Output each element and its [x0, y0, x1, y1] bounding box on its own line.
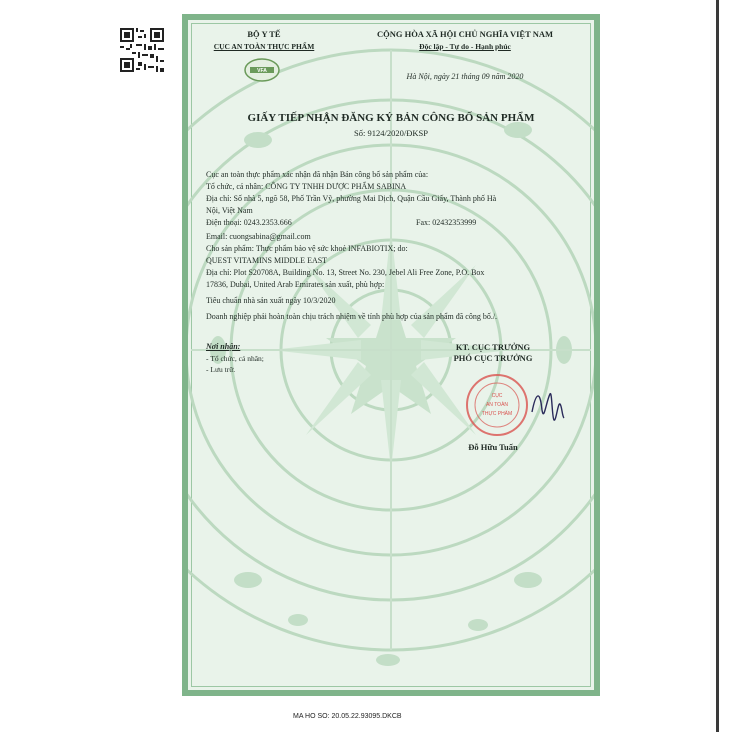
signer-name: Đỗ Hữu Tuấn	[468, 442, 518, 452]
phone-line: Điện thoại: 0243.2353.666	[206, 218, 292, 227]
body-line: Doanh nghiệp phải hoàn toàn chịu trách nhiệm về tính phù hợp của sản phẩm đã công bố./.	[206, 312, 498, 321]
stamp-text: CỤC	[491, 393, 503, 399]
food-safety-logo-icon	[244, 58, 280, 82]
page-edge-line	[716, 0, 719, 732]
recipient-item: - Lưu trữ.	[206, 365, 236, 374]
country-name: CỘNG HÒA XÃ HỘI CHỦ NGHĨA VIỆT NAM	[376, 29, 554, 39]
place-and-date: Hà Nội, ngày 21 tháng 09 năm 2020	[406, 72, 524, 81]
body-line: Cho sản phẩm: Thực phẩm bảo vệ sức khoẻ INFABIOTIX; do:	[206, 244, 408, 253]
signature	[528, 382, 568, 432]
svg-text:VFA: VFA	[257, 68, 267, 74]
official-stamp	[464, 372, 530, 438]
ministry-name: BỘ Y TẾ	[247, 29, 281, 39]
body-line: Nội, Việt Nam	[206, 206, 253, 215]
qr-code-icon	[120, 28, 164, 72]
body-line: QUEST VITAMINS MIDDLE EAST	[206, 256, 328, 265]
signer-role: KT. CỤC TRƯỞNG	[455, 342, 531, 352]
body-line: Email: cuongsabina@gmail.com	[206, 232, 311, 241]
body-line: Cục an toàn thực phẩm xác nhận đã nhận Bản công bố sản phẩm của:	[206, 170, 429, 179]
stamp-text: THỰC PHẨM	[481, 411, 513, 417]
recipient-item: - Tổ chức, cá nhân;	[206, 354, 264, 363]
body-line: 17836, Dubai, United Arab Emirates sản xuất, phù hợp:	[206, 280, 385, 289]
signer-role: PHÓ CỤC TRƯỞNG	[453, 353, 533, 363]
stamp-text: AN TOÀN	[485, 402, 509, 408]
recipients-heading: Nơi nhận:	[206, 342, 241, 351]
document-title: GIẤY TIẾP NHẬN ĐĂNG KÝ BẢN CÔNG BỐ SẢN PHẨM	[247, 112, 535, 124]
document-number: Số: 9124/2020/ĐKSP	[354, 128, 428, 138]
certificate-sheet	[182, 14, 600, 696]
fax-line: Fax: 02432353999	[416, 218, 477, 227]
body-line: Địa chỉ: Plot S20708A, Building No. 13, Street No. 230, Jebel Ali Free Zone, P.O. Box	[206, 268, 485, 277]
dossier-code: MA HO SO: 20.05.22.93095.DKCB	[293, 713, 402, 720]
national-motto: Độc lập - Tự do - Hạnh phúc	[419, 42, 511, 51]
body-line: Tiêu chuẩn nhà sản xuất ngày 10/3/2020	[206, 296, 336, 305]
body-line: Tổ chức, cá nhân: CÔNG TY TNHH DƯỢC PHẨM SABINA	[206, 182, 407, 191]
department-name: CỤC AN TOÀN THỰC PHẨM	[213, 42, 315, 51]
body-line: Địa chỉ: Số nhà 5, ngõ 58, Phố Trần Vỹ, phường Mai Dịch, Quận Cầu Giấy, Thành phố Hà	[206, 194, 497, 203]
